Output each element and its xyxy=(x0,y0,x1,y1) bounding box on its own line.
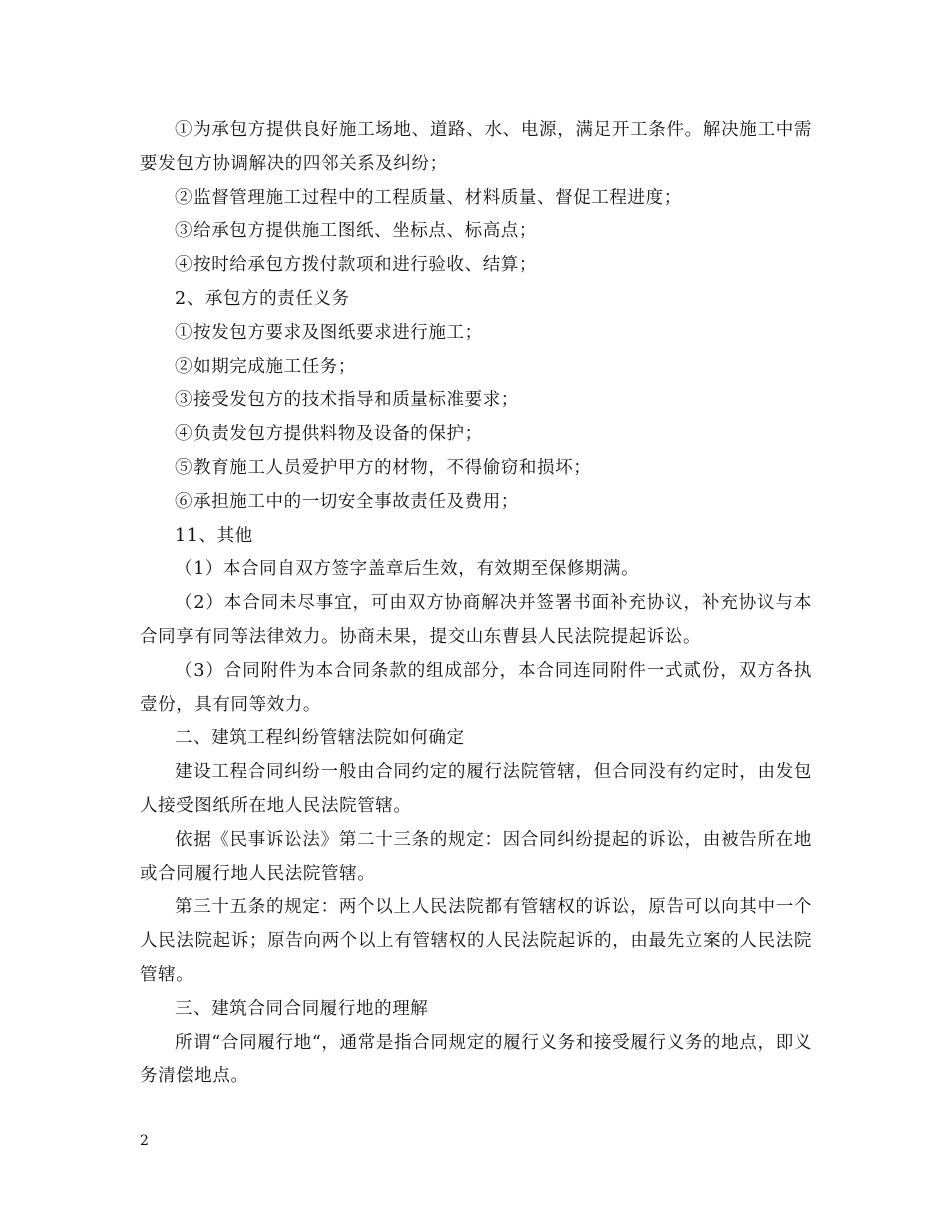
paragraph-place-of-performance-definition: 所谓“合同履行地“，通常是指合同规定的履行义务和接受履行义务的地点，即义务清偿地点。 xyxy=(140,1032,812,1087)
section-heading-jurisdiction: 二、建筑工程纠纷管辖法院如何确定 xyxy=(175,728,465,749)
section-heading-other: 11、其他 xyxy=(175,525,253,546)
clause-attachments: （3）合同附件为本合同条款的组成部分，本合同连同附件一式贰份，双方各执壹份，具有同等效力。 xyxy=(140,660,812,715)
list-item-construct-per-requirements: ①按发包方要求及图纸要求进行施工； xyxy=(175,322,483,343)
list-item-provide-drawings: ③给承包方提供施工图纸、坐标点、标高点； xyxy=(175,221,537,242)
list-item-safety-responsibility: ⑥承担施工中的一切安全事故责任及费用； xyxy=(175,491,519,512)
section-heading-place-of-performance: 三、建筑合同合同履行地的理解 xyxy=(175,998,429,1019)
clause-effective-date: （1）本合同自双方签字盖章后生效，有效期至保修期满。 xyxy=(175,559,640,580)
list-item-supervise-quality: ②监督管理施工过程中的工程质量、材料质量、督促工程进度； xyxy=(175,187,682,208)
list-item-provide-site: ①为承包方提供良好施工场地、道路、水、电源，满足开工条件。解决施工中需要发包方协调解决的四邻关系及纠纷； xyxy=(140,120,812,174)
list-item-protect-materials: ④负责发包方提供料物及设备的保护； xyxy=(175,424,483,445)
list-item-educate-workers: ⑤教育施工人员爱护甲方的材物，不得偷窃和损坏； xyxy=(175,457,592,478)
list-item-payment: ④按时给承包方拨付款项和进行验收、结算； xyxy=(175,255,537,276)
paragraph-article-35: 第三十五条的规定：两个以上人民法院都有管辖权的诉讼，原告可以向其中一个人民法院起诉；原告向两个以上有管辖权的人民法院起诉的，由最先立案的人民法院管辖。 xyxy=(140,897,812,985)
section-heading-contractor-duties: 2、承包方的责任义务 xyxy=(175,288,350,309)
list-item-accept-guidance: ③接受发包方的技术指导和质量标准要求； xyxy=(175,390,519,411)
page-number: 2 xyxy=(140,1133,149,1149)
clause-supplementary-agreement: （2）本合同未尽事宜，可由双方协商解决并签署书面补充协议，补充协议与本合同享有同等法律效力。协商未果，提交山东曹县人民法院提起诉讼。 xyxy=(140,593,812,647)
paragraph-article-23: 依据《民事诉讼法》第二十三条的规定：因合同纠纷提起的诉讼，由被告所在地或合同履行地人民法院管辖。 xyxy=(140,829,812,884)
document-body xyxy=(140,114,812,1094)
paragraph-jurisdiction-general: 建设工程合同纠纷一般由合同约定的履行法院管辖，但合同没有约定时，由发包人接受图纸所在地人民法院管辖。 xyxy=(140,762,812,816)
list-item-complete-on-time: ②如期完成施工任务； xyxy=(175,356,356,377)
